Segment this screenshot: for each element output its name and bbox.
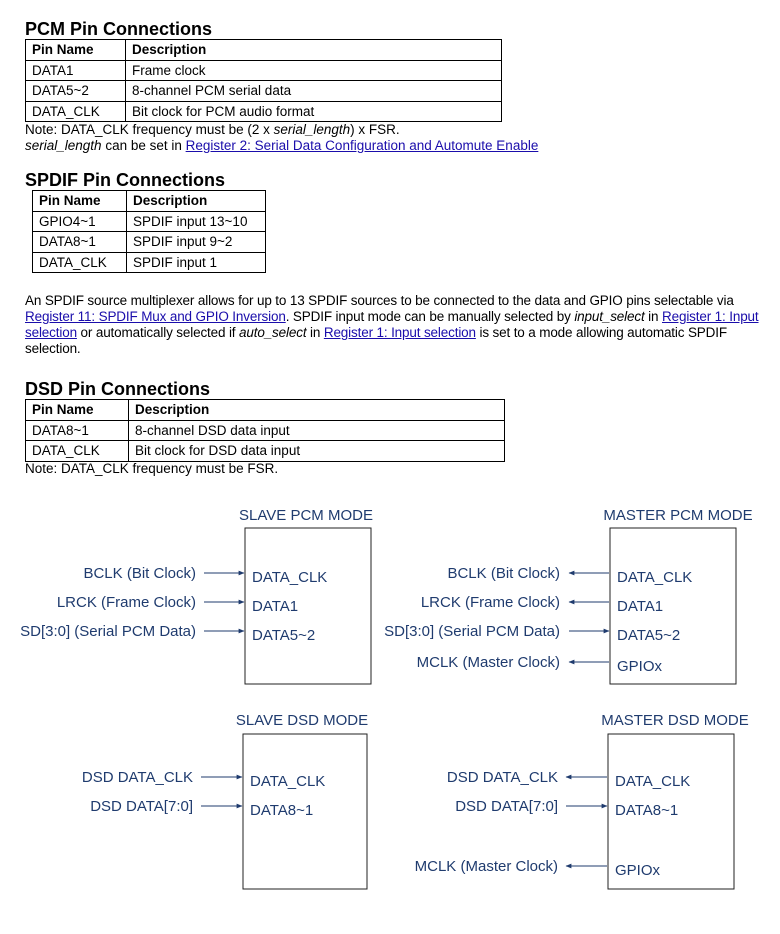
slave-pcm-title: SLAVE PCM MODE [239, 507, 373, 524]
pin-name-cell: DATA1 [26, 60, 126, 81]
signal-label: MCLK (Master Clock) [416, 654, 560, 671]
pin-name-cell: DATA8~1 [26, 420, 129, 441]
column-header-pin-name: Pin Name [26, 40, 126, 61]
slave-dsd-title: SLAVE DSD MODE [235, 712, 369, 729]
description-cell: Frame clock [126, 60, 502, 81]
description-cell: SPDIF input 9~2 [127, 232, 266, 253]
signal-label: SD[3:0] (Serial PCM Data) [384, 623, 560, 640]
dsd-note: Note: DATA_CLK frequency must be FSR. [25, 461, 279, 476]
register-1-link[interactable]: Register 1: Input selection [323, 325, 476, 340]
pin-label: DATA5~2 [252, 627, 316, 644]
signal-label: SD[3:0] (Serial PCM Data) [20, 623, 196, 640]
description-cell: 8-channel DSD data input [129, 420, 505, 441]
pin-label: DATA8~1 [615, 802, 679, 819]
description-cell: 8-channel PCM serial data [126, 81, 502, 102]
column-header-description: Description [127, 191, 266, 212]
description-cell: SPDIF input 1 [127, 252, 266, 273]
signal-label: BCLK (Bit Clock) [447, 565, 560, 582]
signal-label: MCLK (Master Clock) [414, 858, 558, 875]
pin-name-cell: DATA_CLK [26, 101, 126, 122]
column-header-pin-name: Pin Name [26, 400, 129, 421]
spdif-description-paragraph: An SPDIF source multiplexer allows for up to 13 SPDIF sources to be connected to the data and GPIO pins selectable via Register 11: SPDIF Mux and GPIO Inversion. SPDIF input mode can be manually selected by input_select in Register 1: Input selection or automatically selected if auto_select in Register 1: Input selection is set to a mode allowing automatic SPDIF selection. [25, 293, 759, 356]
signal-label: LRCK (Frame Clock) [420, 594, 560, 611]
master-pcm-title: MASTER PCM MODE [603, 507, 753, 524]
pin-label: DATA_CLK [615, 773, 691, 790]
pin-label: GPIOx [617, 658, 663, 675]
dsd-section-title: DSD Pin Connections [25, 379, 211, 399]
pin-name-cell: DATA_CLK [33, 252, 127, 273]
signal-label: DSD DATA_CLK [81, 769, 193, 786]
master-dsd-title: MASTER DSD MODE [601, 712, 749, 729]
pin-label: DATA5~2 [617, 627, 681, 644]
pin-label: DATA8~1 [250, 802, 314, 819]
register-11-link[interactable]: Register 11: SPDIF Mux and GPIO Inversion [25, 309, 286, 324]
register-2-link[interactable]: Register 2: Serial Data Configuration and Automute Enable [185, 138, 539, 153]
signal-label: DSD DATA[7:0] [455, 798, 558, 815]
pcm-section-title: PCM Pin Connections [25, 19, 213, 39]
column-header-description: Description [129, 400, 505, 421]
pin-label: DATA1 [252, 598, 299, 615]
signal-label: LRCK (Frame Clock) [56, 594, 196, 611]
pcm-note: Note: DATA_CLK frequency must be (2 x serial_length) x FSR. [25, 122, 400, 137]
description-cell: Bit clock for PCM audio format [126, 101, 502, 122]
description-cell: Bit clock for DSD data input [129, 441, 505, 462]
register-1-link[interactable]: Register 1: Input selection [25, 309, 759, 340]
column-header-description: Description [126, 40, 502, 61]
pcm-register-note: serial_length can be set in Register 2: Serial Data Configuration and Automute Enable [25, 138, 539, 153]
description-cell: SPDIF input 13~10 [127, 211, 266, 232]
signal-label: DSD DATA[7:0] [90, 798, 193, 815]
pin-label: DATA_CLK [250, 773, 326, 790]
pin-label: DATA_CLK [252, 569, 328, 586]
pin-name-cell: DATA8~1 [33, 232, 127, 253]
pin-name-cell: DATA5~2 [26, 81, 126, 102]
signal-label: BCLK (Bit Clock) [83, 565, 196, 582]
pin-label: GPIOx [615, 862, 661, 879]
spdif-section-title: SPDIF Pin Connections [25, 170, 226, 190]
pin-name-cell: GPIO4~1 [33, 211, 127, 232]
pin-label: DATA1 [617, 598, 664, 615]
column-header-pin-name: Pin Name [33, 191, 127, 212]
pin-label: DATA_CLK [617, 569, 693, 586]
pin-name-cell: DATA_CLK [26, 441, 129, 462]
signal-label: DSD DATA_CLK [446, 769, 558, 786]
